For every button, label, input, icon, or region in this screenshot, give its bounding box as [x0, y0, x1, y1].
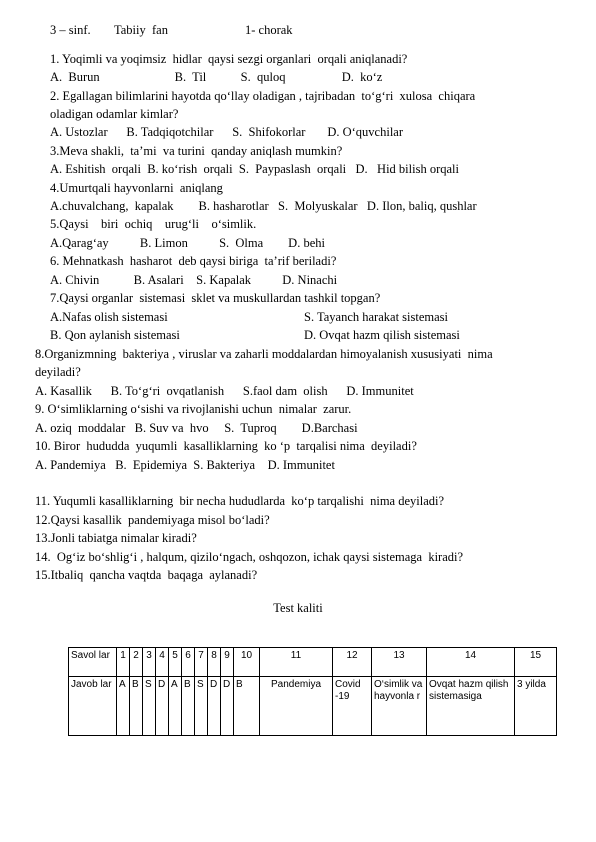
question-number-cell: 15	[515, 648, 557, 677]
question-number-cell: 1	[117, 648, 130, 677]
options-2: A. Ustozlar B. Tadqiqotchilar S. Shifokorlar D. O‘quvchilar	[50, 125, 404, 139]
question-10: 10. Biror hududda yuqumli kasalliklarning ko ‘p tarqalisi nima deyiladi?	[35, 439, 417, 453]
answer-cell: S	[143, 677, 156, 736]
question-2-cont: oladigan odamlar kimlar?	[50, 107, 179, 121]
header-subject: Tabiiy fan	[114, 23, 168, 37]
question-8: 8.Organizmning bakteriya , viruslar va zaharli moddalardan himoyalanish xususiyati nima	[35, 347, 493, 361]
answer-cell: Ovqat hazm qilish sistemasiga	[427, 677, 515, 736]
question-number-cell: 2	[130, 648, 143, 677]
header-label-cell: Savol lar	[69, 648, 117, 677]
question-14: 14. Og‘iz bo‘shlig‘i , halqum, qizilo‘ngach, oshqozon, ichak qaysi sistemaga kiradi?	[35, 550, 464, 564]
header-quarter: 1- chorak	[245, 23, 293, 37]
question-number-cell: 7	[195, 648, 208, 677]
question-number-cell: 8	[208, 648, 221, 677]
question-5: 5.Qaysi biri ochiq urug‘li o‘simlik.	[50, 217, 257, 231]
question-12: 12.Qaysi kasallik pandemiyaga misol bo‘ladi?	[35, 513, 270, 527]
question-1: 1. Yoqimli va yoqimsiz hidlar qaysi sezgi organlari orqali aniqlanadi?	[50, 52, 408, 66]
answer-cell: B	[234, 677, 260, 736]
answer-cell: S	[195, 677, 208, 736]
answer-cell: O‘simlik va hayvonla r	[372, 677, 427, 736]
answer-cell: D	[208, 677, 221, 736]
question-2: 2. Egallagan bilimlarini hayotda qo‘llay oladigan , tajribadan to‘g‘ri xulosa chiqara	[50, 89, 476, 103]
answer-cell: A	[117, 677, 130, 736]
option-7b: B. Qon aylanish sistemasi	[50, 328, 180, 342]
options-4: A.chuvalchang, kapalak B. hasharotlar S. Molyuskalar D. Ilon, baliq, qushlar	[50, 199, 477, 213]
answer-cell: D	[156, 677, 169, 736]
answer-cell: B	[130, 677, 143, 736]
option-7s: S. Tayanch harakat sistemasi	[304, 310, 448, 324]
option-7d: D. Ovqat hazm qilish sistemasi	[304, 328, 460, 342]
question-number-cell: 5	[169, 648, 182, 677]
question-13: 13.Jonli tabiatga nimalar kiradi?	[35, 531, 197, 545]
options-8: A. Kasallik B. To‘g‘ri ovqatlanish S.faol dam olish D. Immunitet	[35, 384, 414, 398]
question-15: 15.Itbaliq qancha vaqtda baqaga aylanadi?	[35, 568, 258, 582]
question-number-cell: 14	[427, 648, 515, 677]
options-10: A. Pandemiya B. Epidemiya S. Bakteriya D. Immunitet	[35, 458, 335, 472]
question-number-cell: 3	[143, 648, 156, 677]
question-8-cont: deyiladi?	[35, 365, 81, 379]
question-7: 7.Qaysi organlar sistemasi sklet va muskullardan tashkil topgan?	[50, 291, 381, 305]
question-number-cell: 10	[234, 648, 260, 677]
answer-key-title: Test kaliti	[273, 601, 323, 615]
question-number-cell: 12	[333, 648, 372, 677]
answer-cell: A	[169, 677, 182, 736]
options-1: A. Burun B. Til S. quloq D. ko‘z	[50, 70, 383, 84]
answer-cell: D	[221, 677, 234, 736]
question-3: 3.Meva shakli, ta’mi va turini qanday aniqlash mumkin?	[50, 144, 343, 158]
question-6: 6. Mehnatkash hasharot deb qaysi biriga ta’rif beriladi?	[50, 254, 337, 268]
answer-key-table	[68, 647, 557, 736]
answer-cell: Pandemiya	[260, 677, 333, 736]
answer-cell: B	[182, 677, 195, 736]
option-7a: A.Nafas olish sistemasi	[50, 310, 168, 324]
question-11: 11. Yuqumli kasalliklarning bir necha hududlarda ko‘p tarqalishi nima deyiladi?	[35, 494, 445, 508]
question-4: 4.Umurtqali hayvonlarni aniqlang	[50, 181, 223, 195]
question-number-cell: 13	[372, 648, 427, 677]
question-9: 9. O‘simliklarning o‘sishi va rivojlanishi uchun nimalar zarur.	[35, 402, 352, 416]
options-5: A.Qarag‘ay B. Limon S. Olma D. behi	[50, 236, 325, 250]
options-6: A. Chivin B. Asalari S. Kapalak D. Ninachi	[50, 273, 338, 287]
answer-cell: Covid -19	[333, 677, 372, 736]
options-9: A. oziq moddalar B. Suv va hvo S. Tuproq D.Barchasi	[35, 421, 358, 435]
question-number-cell: 6	[182, 648, 195, 677]
question-number-cell: 9	[221, 648, 234, 677]
question-number-cell: 4	[156, 648, 169, 677]
answer-key-header-row	[69, 648, 557, 677]
options-3: A. Eshitish orqali B. ko‘rish orqali S. Paypaslash orqali D. Hid bilish orqali	[50, 162, 459, 176]
answer-label-cell: Javob lar	[69, 677, 117, 736]
header-grade: 3 – sinf.	[50, 23, 91, 37]
answer-cell: 3 yilda	[515, 677, 557, 736]
answer-key-answer-row	[69, 677, 557, 736]
question-number-cell: 11	[260, 648, 333, 677]
